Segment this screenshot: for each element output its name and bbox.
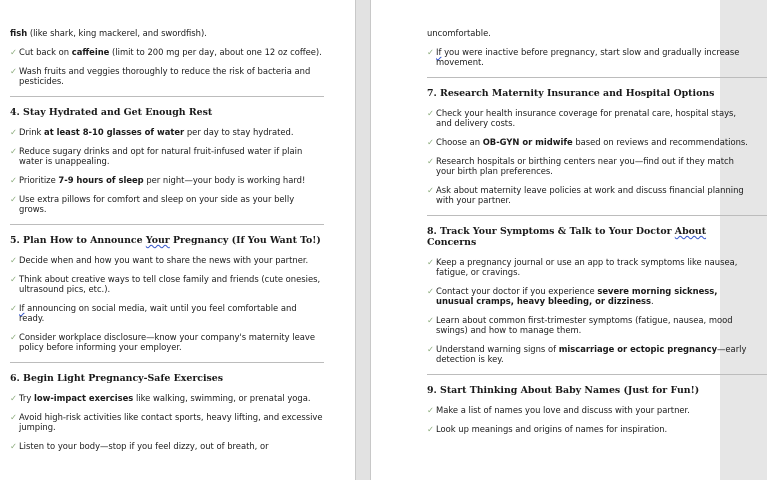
section-heading [10, 107, 324, 118]
checkmark-icon: ✓ [427, 156, 435, 166]
text-run: Ask about maternity leave policies at work and discuss financial planning [436, 185, 744, 195]
bullet-item [10, 441, 324, 451]
bullet-item [10, 194, 324, 214]
bullet-item [10, 274, 324, 294]
section-divider [427, 374, 767, 375]
checkmark-icon: ✓ [10, 412, 18, 422]
text-run: Make a list of names you love and discuss with your partner. [436, 405, 690, 415]
spellcheck-flagged-word: Your [145, 235, 170, 246]
checkmark-icon: ✓ [10, 332, 18, 342]
text-run: Keep a pregnancy journal or use an app to track symptoms like nausea, [436, 257, 738, 267]
checkmark-icon: ✓ [10, 175, 18, 185]
text-run: 5. Plan How to Announce [10, 235, 146, 246]
bold-text: OB-GYN or midwife [482, 137, 573, 147]
checkmark-icon: ✓ [10, 146, 18, 156]
checkmark-icon: ✓ [427, 424, 435, 434]
checkmark-icon: ✓ [10, 393, 18, 403]
section-divider [10, 362, 324, 363]
section-heading [427, 88, 767, 99]
checkmark-icon: ✓ [427, 185, 435, 195]
text-run: you were inactive before pregnancy, start slow and gradually increase [441, 47, 740, 57]
bold-text: unusual cramps, heavy bleeding, or dizziness [436, 296, 651, 306]
text-run: Cut back on [19, 47, 72, 57]
text-run: like walking, swimming, or prenatal yoga. [133, 393, 311, 403]
section-heading [427, 226, 767, 248]
text-run: and delivery costs. [436, 118, 516, 128]
bullet-item [10, 146, 324, 166]
text-run: Learn about common first-trimester symptoms (fatigue, nausea, mood [436, 315, 733, 325]
checkmark-icon: ✓ [427, 47, 435, 57]
text-run: . [651, 296, 654, 306]
spellcheck-flagged-word: If [436, 47, 442, 57]
page-content-left [10, 28, 324, 451]
text-run: (like shark, king mackerel, and swordfish). [27, 28, 207, 38]
bold-text: low-impact exercises [33, 393, 134, 403]
bullet-item [427, 424, 767, 434]
text-run: Use extra pillows for comfort and sleep on your side as your belly grows. [19, 194, 295, 214]
text-run: Look up meanings and origins of names for inspiration. [436, 424, 668, 434]
document-page-right[interactable] [370, 0, 748, 480]
spellcheck-flagged-word: About [674, 226, 707, 237]
text-run: Prioritize [19, 175, 59, 185]
bullet-item [10, 47, 324, 57]
text-run: with your partner. [436, 195, 511, 205]
bullet-item [10, 255, 324, 265]
text-run: Avoid high-risk activities like contact sports, heavy lifting, and excessive jumping. [19, 412, 323, 432]
text-run: uncomfortable. [427, 28, 491, 38]
text-run: per day to stay hydrated. [184, 127, 294, 137]
section-divider [10, 96, 324, 97]
bullet-item [427, 28, 767, 38]
checkmark-icon: ✓ [427, 108, 435, 118]
text-run: 7. Research Maternity Insurance and Hospital Options [427, 88, 715, 99]
page-content-right [427, 28, 767, 434]
bold-text: caffeine [71, 47, 110, 57]
text-run: Try [19, 393, 34, 403]
bullet-item [10, 332, 324, 352]
text-run: Understand warning signs of [436, 344, 559, 354]
text-run: Choose an [436, 137, 483, 147]
bullet-item [10, 393, 324, 403]
bullet-item [427, 257, 767, 277]
document-page-left[interactable] [0, 0, 356, 480]
bold-text: fish [10, 28, 28, 38]
checkmark-icon: ✓ [10, 274, 18, 284]
section-divider [427, 215, 767, 216]
checkmark-icon: ✓ [10, 47, 18, 57]
bullet-item [10, 127, 324, 137]
text-run: Check your health insurance coverage for prenatal care, hospital stays, [436, 108, 737, 118]
text-run: 4. Stay Hydrated and Get Enough Rest [10, 107, 213, 118]
text-run: —early [717, 344, 747, 354]
text-run: Consider workplace disclosure—know your company's maternity leave policy before informing your employer. [19, 332, 316, 352]
text-run: Decide when and how you want to share the news with your partner. [19, 255, 309, 265]
text-run: Research hospitals or birthing centers near you—find out if they match [436, 156, 734, 166]
text-run: Wash fruits and veggies thoroughly to reduce the risk of bacteria and pesticides. [19, 66, 311, 86]
section-heading [427, 385, 767, 396]
checkmark-icon: ✓ [427, 405, 435, 415]
text-run: Think about creative ways to tell close family and friends (cute onesies, ultrasound pics, etc.). [19, 274, 321, 294]
bullet-item [427, 137, 767, 147]
text-run: based on reviews and recommendations. [572, 137, 748, 147]
text-run: Listen to your body—stop if you feel dizzy, out of breath, or [19, 441, 269, 451]
text-run: Contact your doctor if you experience [436, 286, 598, 296]
bullet-item [10, 175, 324, 185]
checkmark-icon: ✓ [427, 286, 435, 296]
bold-text: severe morning sickness, [597, 286, 718, 296]
section-divider [427, 77, 767, 78]
text-run: Drink [19, 127, 45, 137]
text-run: detection is key. [436, 354, 504, 364]
text-run: your birth plan preferences. [436, 166, 553, 176]
text-run: swings) and how to manage them. [436, 325, 582, 335]
bullet-item [427, 47, 767, 67]
checkmark-icon: ✓ [427, 315, 435, 325]
text-run: 6. Begin Light Pregnancy-Safe Exercises [10, 373, 224, 384]
text-run: 8. Track Your Symptoms & Talk to Your Doctor [427, 226, 675, 237]
bullet-item [427, 344, 767, 364]
text-run: fatigue, or cravings. [436, 267, 521, 277]
bold-text: 7-9 hours of sleep [58, 175, 144, 185]
bold-text: at least 8-10 glasses of water [44, 127, 185, 137]
checkmark-icon: ✓ [10, 441, 18, 451]
page-gutter [356, 0, 370, 480]
text-run: movement. [436, 57, 484, 67]
text-run: per night—your body is working hard! [143, 175, 306, 185]
text-run: 9. Start Thinking About Baby Names (Just for Fun!) [427, 385, 700, 396]
bullet-item [427, 286, 767, 306]
bullet-item [10, 412, 324, 432]
bullet-item [10, 303, 324, 323]
text-run: announcing on social media, wait until you feel comfortable and ready. [19, 303, 297, 323]
text-run: Concerns [427, 237, 477, 248]
bullet-item [427, 405, 767, 415]
spellcheck-flagged-word: If [19, 303, 25, 313]
text-run: Reduce sugary drinks and opt for natural fruit-infused water if plain water is unappealing. [19, 146, 303, 166]
checkmark-icon: ✓ [427, 344, 435, 354]
section-heading [10, 235, 324, 246]
bold-text: miscarriage or ectopic pregnancy [558, 344, 718, 354]
bullet-item [10, 66, 324, 86]
section-divider [10, 224, 324, 225]
checkmark-icon: ✓ [427, 257, 435, 267]
bullet-item [427, 108, 767, 128]
checkmark-icon: ✓ [10, 303, 18, 313]
checkmark-icon: ✓ [10, 66, 18, 76]
bullet-item [427, 156, 767, 176]
bullet-item [10, 28, 324, 38]
section-heading [10, 373, 324, 384]
text-run: Pregnancy (If You Want To!) [169, 235, 321, 246]
bullet-item [427, 315, 767, 335]
bullet-item [427, 185, 767, 205]
checkmark-icon: ✓ [10, 255, 18, 265]
checkmark-icon: ✓ [10, 127, 18, 137]
checkmark-icon: ✓ [427, 137, 435, 147]
text-run: (limit to 200 mg per day, about one 12 oz coffee). [109, 47, 322, 57]
checkmark-icon: ✓ [10, 194, 18, 204]
